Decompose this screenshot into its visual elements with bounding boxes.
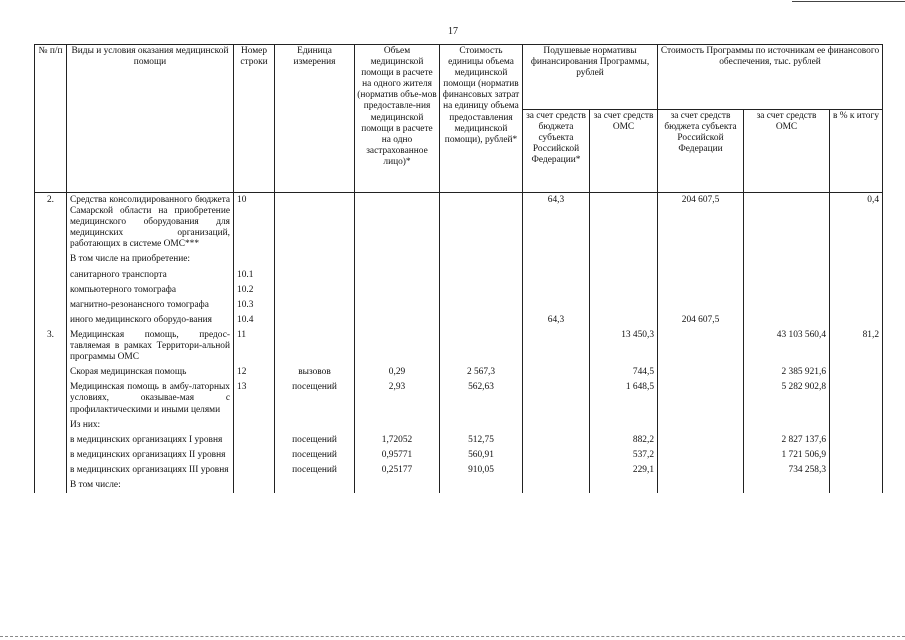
cell-no — [35, 298, 67, 313]
table-row — [35, 433, 883, 448]
cell-cost — [440, 268, 523, 283]
cell-pc-budget — [523, 380, 590, 417]
cell-line: 10 — [234, 193, 275, 253]
cell-volume — [355, 193, 440, 253]
cell-volume — [355, 268, 440, 283]
cell-line — [234, 418, 275, 433]
cell-pc-oms: 13 450,3 — [590, 328, 658, 365]
cell-no: 2. — [35, 193, 67, 253]
header-percent: в % к итогу — [830, 110, 883, 193]
header-no: № п/п — [35, 45, 67, 193]
table-row — [35, 283, 883, 298]
cell-cost — [440, 313, 523, 328]
cell-pr-oms — [744, 298, 830, 313]
header-volume: Объем медицинской помощи в расчете на одного жителя (норматив объе-мов предоставле-ния медицинской помощи в расчете на одно застрахованное лицо)* — [355, 45, 440, 193]
cell-pr-budget — [658, 283, 744, 298]
cell-unit — [275, 298, 355, 313]
cell-pc-budget — [523, 478, 590, 493]
cell-percent — [830, 313, 883, 328]
header-program-cost: Стоимость Программы по источникам ее финансового обеспечения, тыс. рублей — [658, 45, 883, 110]
cell-no — [35, 448, 67, 463]
table-row — [35, 463, 883, 478]
cell-pc-budget — [523, 433, 590, 448]
cell-pr-oms — [744, 283, 830, 298]
cell-line — [234, 478, 275, 493]
cell-name: в медицинских организациях III уровня — [67, 463, 234, 478]
cell-volume — [355, 252, 440, 267]
cell-no — [35, 418, 67, 433]
cell-cost — [440, 298, 523, 313]
cell-unit: посещений — [275, 448, 355, 463]
cell-name: Скорая медицинская помощь — [67, 365, 234, 380]
cell-pc-oms — [590, 193, 658, 253]
cell-cost — [440, 193, 523, 253]
cell-line: 12 — [234, 365, 275, 380]
cell-pr-oms: 2 827 137,6 — [744, 433, 830, 448]
cell-unit — [275, 283, 355, 298]
cell-pc-oms: 744,5 — [590, 365, 658, 380]
cell-percent — [830, 365, 883, 380]
cell-volume — [355, 283, 440, 298]
cell-percent — [830, 478, 883, 493]
cell-line: 10.4 — [234, 313, 275, 328]
cell-volume: 2,93 — [355, 380, 440, 417]
cell-name: Из них: — [67, 418, 234, 433]
cell-pc-oms: 1 648,5 — [590, 380, 658, 417]
cell-name: компьютерного томографа — [67, 283, 234, 298]
cell-unit — [275, 313, 355, 328]
cell-unit — [275, 268, 355, 283]
cell-pr-budget — [658, 365, 744, 380]
cell-pc-oms — [590, 478, 658, 493]
cell-cost: 2 567,3 — [440, 365, 523, 380]
page-number: 17 — [448, 26, 458, 37]
cell-name: Медицинская помощь в амбу-латорных условиях, оказывае-мая с профилактическими и иными целями — [67, 380, 234, 417]
cell-percent — [830, 463, 883, 478]
cell-pr-oms: 2 385 921,6 — [744, 365, 830, 380]
cell-pr-budget — [658, 268, 744, 283]
cell-pr-budget — [658, 298, 744, 313]
cell-name: иного медицинского оборудо-вания — [67, 313, 234, 328]
cell-no: 3. — [35, 328, 67, 365]
cell-line — [234, 448, 275, 463]
cell-cost: 910,05 — [440, 463, 523, 478]
top-rule — [792, 1, 905, 2]
cell-no — [35, 283, 67, 298]
cell-pr-budget — [658, 380, 744, 417]
cell-cost — [440, 418, 523, 433]
cell-pr-oms: 1 721 506,9 — [744, 448, 830, 463]
table-row — [35, 268, 883, 283]
cell-unit — [275, 252, 355, 267]
cell-pr-budget — [658, 418, 744, 433]
cell-pc-oms: 882,2 — [590, 433, 658, 448]
header-unit: Единица измерения — [275, 45, 355, 193]
cell-pc-budget — [523, 268, 590, 283]
cell-pc-oms: 229,1 — [590, 463, 658, 478]
cell-unit: посещений — [275, 380, 355, 417]
cell-line — [234, 252, 275, 267]
table-row — [35, 365, 883, 380]
cell-cost: 562,63 — [440, 380, 523, 417]
table-row — [35, 328, 883, 365]
table-row — [35, 448, 883, 463]
cell-pc-budget — [523, 463, 590, 478]
cell-volume — [355, 298, 440, 313]
table-body — [35, 193, 883, 494]
cell-pc-oms — [590, 283, 658, 298]
cell-pr-budget: 204 607,5 — [658, 193, 744, 253]
cell-unit: посещений — [275, 433, 355, 448]
header-per-capita-budget: за счет средств бюджета субъекта Российской Федерации* — [523, 110, 590, 193]
cell-name: магнитно-резонансного томографа — [67, 298, 234, 313]
cell-percent — [830, 433, 883, 448]
cell-no — [35, 478, 67, 493]
cell-name: в медицинских организациях II уровня — [67, 448, 234, 463]
cell-cost — [440, 252, 523, 267]
cell-pc-oms — [590, 298, 658, 313]
cell-volume: 1,72052 — [355, 433, 440, 448]
cell-unit: вызовов — [275, 365, 355, 380]
cell-unit: посещений — [275, 463, 355, 478]
cell-volume — [355, 313, 440, 328]
cell-no — [35, 365, 67, 380]
cell-pc-budget — [523, 448, 590, 463]
cell-pr-budget — [658, 448, 744, 463]
bottom-edge — [0, 636, 905, 637]
cell-pc-budget — [523, 298, 590, 313]
table-row — [35, 193, 883, 253]
cell-unit — [275, 328, 355, 365]
cell-pr-oms: 43 103 560,4 — [744, 328, 830, 365]
cell-pr-oms — [744, 193, 830, 253]
cell-line: 10.3 — [234, 298, 275, 313]
cell-line: 10.2 — [234, 283, 275, 298]
cell-pc-oms — [590, 252, 658, 267]
cell-no — [35, 313, 67, 328]
cell-pr-budget — [658, 328, 744, 365]
table-row — [35, 252, 883, 267]
cell-pr-oms — [744, 268, 830, 283]
cell-pr-budget — [658, 463, 744, 478]
program-table — [34, 44, 883, 493]
table-row — [35, 380, 883, 417]
cell-pc-oms — [590, 313, 658, 328]
cell-volume — [355, 328, 440, 365]
cell-cost — [440, 328, 523, 365]
cell-percent — [830, 268, 883, 283]
header-cost: Стоимость единицы объема медицинской помощи (норматив финансовых затрат на единицу объема предоставления медицинской помощи), рублей* — [440, 45, 523, 193]
cell-pc-budget: 64,3 — [523, 313, 590, 328]
cell-percent — [830, 298, 883, 313]
table-row — [35, 478, 883, 493]
cell-pr-budget — [658, 478, 744, 493]
cell-percent — [830, 252, 883, 267]
cell-percent — [830, 380, 883, 417]
cell-percent — [830, 448, 883, 463]
cell-name: В том числе: — [67, 478, 234, 493]
header-program-oms: за счет средств ОМС — [744, 110, 830, 193]
cell-volume — [355, 418, 440, 433]
cell-pc-oms — [590, 268, 658, 283]
cell-no — [35, 268, 67, 283]
cell-line: 10.1 — [234, 268, 275, 283]
cell-pr-budget — [658, 252, 744, 267]
cell-no — [35, 252, 67, 267]
cell-cost — [440, 283, 523, 298]
cell-cost — [440, 478, 523, 493]
cell-name: В том числе на приобретение: — [67, 252, 234, 267]
cell-pc-budget — [523, 283, 590, 298]
cell-pc-budget — [523, 365, 590, 380]
header-per-capita-oms: за счет средств ОМС — [590, 110, 658, 193]
cell-volume: 0,29 — [355, 365, 440, 380]
header-per-capita: Подушевые нормативы финансирования Программы, рублей — [523, 45, 658, 110]
cell-line: 13 — [234, 380, 275, 417]
cell-name: Средства консолидированного бюджета Самарской области на приобретение медицинского оборудования для медицинских организаций, работающих в системе ОМС*** — [67, 193, 234, 253]
cell-pc-budget — [523, 418, 590, 433]
cell-pc-budget — [523, 328, 590, 365]
cell-no — [35, 463, 67, 478]
cell-no — [35, 380, 67, 417]
cell-pr-oms: 5 282 902,8 — [744, 380, 830, 417]
cell-cost: 512,75 — [440, 433, 523, 448]
cell-pc-oms — [590, 418, 658, 433]
cell-pr-oms — [744, 478, 830, 493]
cell-pr-budget — [658, 433, 744, 448]
cell-name: в медицинских организациях I уровня — [67, 433, 234, 448]
table-row — [35, 313, 883, 328]
table-row — [35, 298, 883, 313]
cell-pr-oms: 734 258,3 — [744, 463, 830, 478]
header-row-number: Номер строки — [234, 45, 275, 193]
table-row — [35, 418, 883, 433]
cell-pr-oms — [744, 313, 830, 328]
cell-percent: 81,2 — [830, 328, 883, 365]
cell-pr-oms — [744, 418, 830, 433]
cell-volume: 0,25177 — [355, 463, 440, 478]
cell-percent: 0,4 — [830, 193, 883, 253]
cell-pc-budget: 64,3 — [523, 193, 590, 253]
cell-name: Медицинская помощь, предос-тавляемая в рамках Территори-альной программы ОМС — [67, 328, 234, 365]
cell-unit — [275, 418, 355, 433]
cell-unit — [275, 193, 355, 253]
cell-name: санитарного транспорта — [67, 268, 234, 283]
cell-line — [234, 433, 275, 448]
header-kind: Виды и условия оказания медицинской помощи — [67, 45, 234, 193]
cell-percent — [830, 418, 883, 433]
cell-volume: 0,95771 — [355, 448, 440, 463]
cell-cost: 560,91 — [440, 448, 523, 463]
cell-unit — [275, 478, 355, 493]
cell-pr-budget: 204 607,5 — [658, 313, 744, 328]
cell-volume — [355, 478, 440, 493]
cell-no — [35, 433, 67, 448]
cell-pr-oms — [744, 252, 830, 267]
header-program-budget: за счет средств бюджета субъекта Российской Федерации — [658, 110, 744, 193]
cell-line: 11 — [234, 328, 275, 365]
cell-percent — [830, 283, 883, 298]
cell-pc-budget — [523, 252, 590, 267]
cell-pc-oms: 537,2 — [590, 448, 658, 463]
cell-line — [234, 463, 275, 478]
